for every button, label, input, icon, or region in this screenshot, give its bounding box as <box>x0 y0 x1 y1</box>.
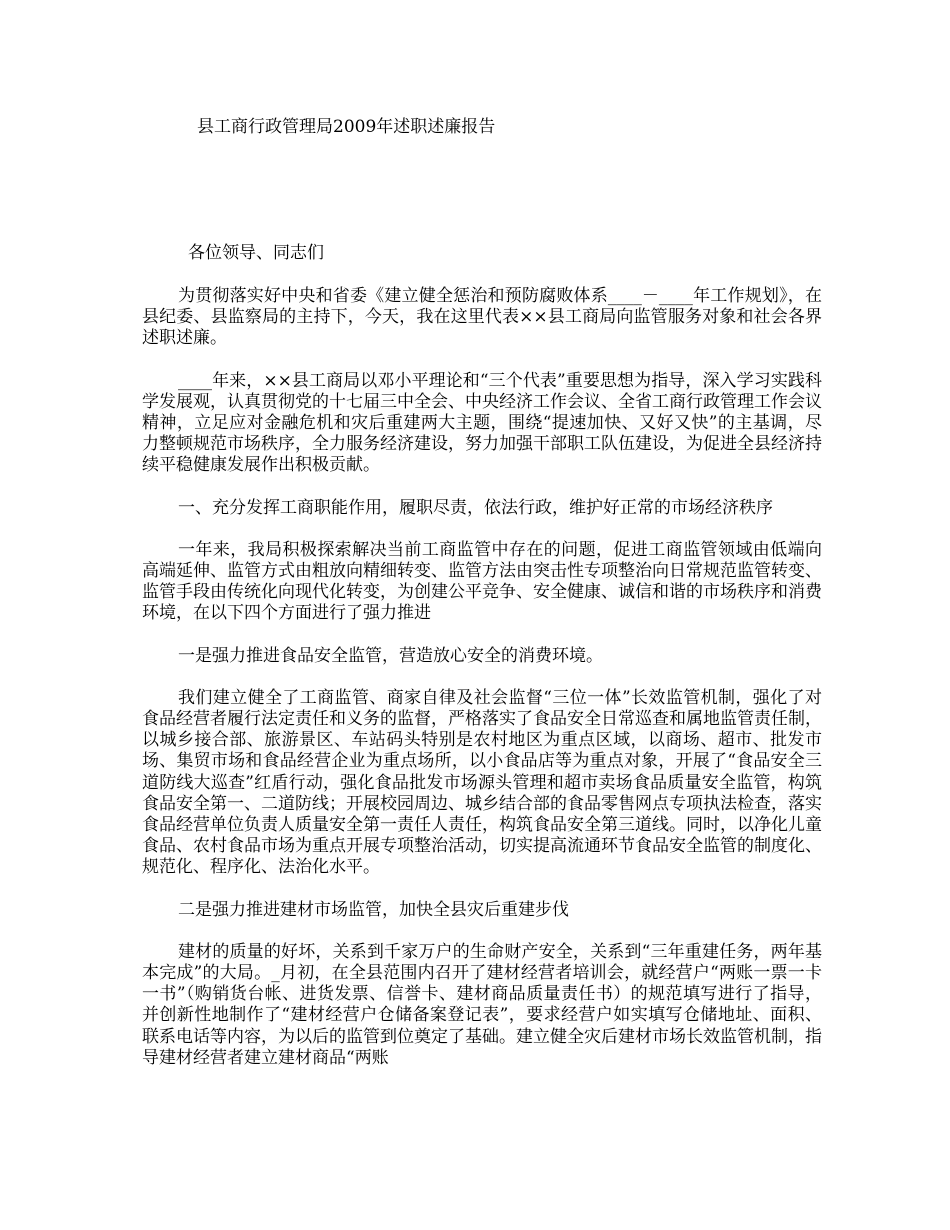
paragraph-food-safety: 我们建立健全了工商监管、商家自律及社会监督“三位一体”长效监管机制，强化了对食品经营者履行法定责任和义务的监督，严格落实了食品安全日常巡查和属地监管责任制，以城乡接合部、旅游景区、车站码头特别是农村地区为重点区域，以商场、超市、批发市场、集贸市场和食品经营企业为重点场所，以小食品店等为重点对象，开展了“食品安全三道防线大巡查”红盾行动，强化食品批发市场源头管理和超市卖场食品质量安全监管，构筑食品安全第一、二道防线；开展校园周边、城乡结合部的食品零售网点专项执法检查，落实食品经营单位负责人质量安全第一责任人责任，构筑食品安全第三道线。同时，以净化儿童食品、农村食品市场为重点开展专项整治活动，切实提高流通环节食品安全监管的制度化、规范化、程序化、法治化水平。 <box>142 687 822 878</box>
paragraph-building-materials: 建材的质量的好坏，关系到千家万户的生命财产安全，关系到“三年重建任务，两年基本完成”的大局。_月初，在全县范围内召开了建材经营者培训会，就经营户“两账一票一卡一书”（购销货台帐、进货发票、信誉卡、建材商品质量责任书）的规范填写进行了指导，并创新性地制作了“建材经营户仓储备案登记表”，要求经营户如实填写仓储地址、面积、联系电话等内容，为以后的监管到位奠定了基础。建立健全灾后建材市场长效监管机制，指导建材经营者建立建材商品“两账 <box>142 941 822 1068</box>
subheading-building-materials: 二是强力推进建材市场监管，加快全县灾后重建步伐 <box>178 899 569 920</box>
subheading-food-safety: 一是强力推进食品安全监管，营造放心安全的消费环境。 <box>178 645 603 666</box>
salutation: 各位领导、同志们 <box>188 243 324 263</box>
paragraph-section-1: 一年来，我局积极探索解决当前工商监管中存在的问题，促进工商监管领域由低端向高端延伸、监管方式由粗放向精细转变、监管方法由突击性专项整治向日常规范监管转变、监管手段由传统化向现代化转变，为创建公平竞争、安全健康、诚信和谐的市场秩序和消费环境，在以下四个方面进行了强力推进 <box>142 539 822 624</box>
document-body <box>142 286 822 1090</box>
paragraph-intro: 为贯彻落实好中央和省委《建立健全惩治和预防腐败体系____－____年工作规划》，在县纪委、县监察局的主持下，今天，我在这里代表××县工商局向监管服务对象和社会各界述职述廉。 <box>142 286 822 349</box>
paragraph-overview: ____年来，××县工商局以邓小平理论和“三个代表”重要思想为指导，深入学习实践科学发展观，认真贯彻党的十七届三中全会、中央经济工作会议、全省工商行政管理工作会议精神，立足应对金融危机和灾后重建两大主题，围绕“提速加快、又好又快”的主基调，尽力整顿规范市场秩序，全力服务经济建设，努力加强干部职工队伍建设，为促进全县经济持续平稳健康发展作出积极贡献。 <box>142 370 822 476</box>
document-title: 县工商行政管理局2009年述职述廉报告 <box>197 117 496 137</box>
section-heading-1: 一、充分发挥工商职能作用，履职尽责，依法行政，维护好正常的市场经济秩序 <box>178 497 773 518</box>
